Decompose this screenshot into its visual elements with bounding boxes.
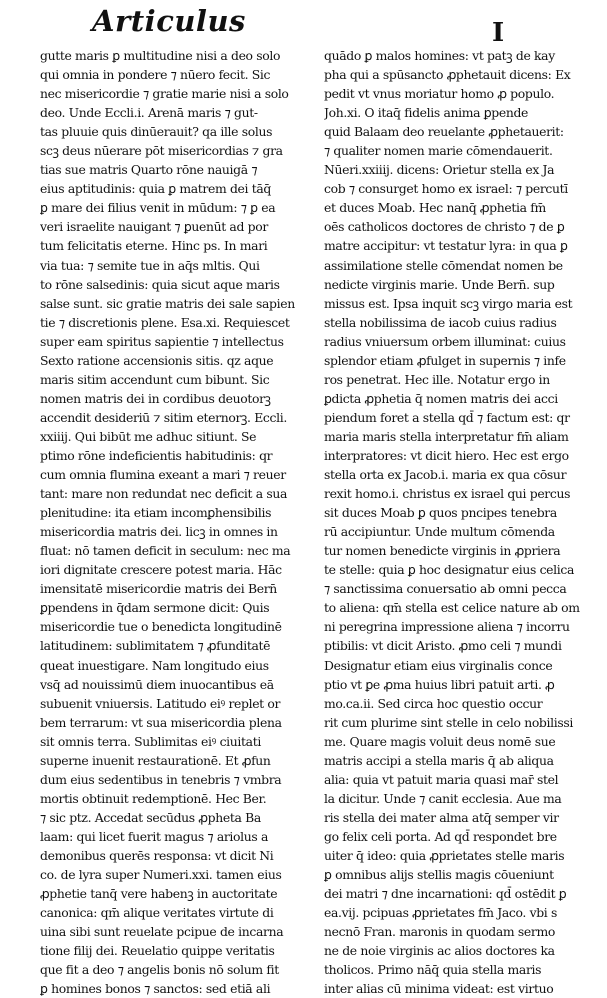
text-line: tant: mare non redundat nec deficit a sua xyxy=(40,486,288,502)
text-line: te stelle: quia ꝑ hoc designatur eius celica xyxy=(324,562,575,578)
text-line: to aliena: qm̄ stella est celice nature ab om xyxy=(324,600,580,616)
text-line: ꝑdicta ꝓphetia q̄ nomen matris dei acci xyxy=(324,390,558,406)
text-line: subuenit vniuersis. Latitudo eiꝰ replet or xyxy=(40,695,281,711)
text-line: ⁊ qualiter nomen marie cōmendauerit. xyxy=(324,143,553,159)
right-text-column xyxy=(324,46,586,998)
text-line: que fit a deo ⁊ angelis bonis nō solum fit xyxy=(40,962,279,978)
text-line: imensitatē misericordie matris dei Bern̄ xyxy=(40,581,277,597)
text-line: me. Quare magis voluit deus nomē sue xyxy=(324,733,556,749)
text-line: maria maris stella interpretatur fm̄ aliam xyxy=(324,428,569,444)
text-line: plenitudine: ita etiam incomꝑhensibilis xyxy=(40,505,272,521)
text-line: xxiiij. Qui bibūt me adhuc sitiunt. Se xyxy=(40,428,257,444)
text-line: quādo ꝑ malos homines: vt patꝫ de kay xyxy=(324,48,555,63)
text-line: Sexto ratione accensionis sitis. qz aque xyxy=(40,352,274,368)
text-line: uiter q̄ ideo: quia ꝓprietates stelle maris xyxy=(324,847,565,863)
text-line: gutte maris ꝑ multitudine nisi a deo solo xyxy=(40,48,281,63)
text-line: tie ⁊ discretionis plene. Esa.xi. Requiescet xyxy=(40,314,290,330)
text-line: stella nobilissima de iacob cuius radius xyxy=(324,314,557,330)
text-line: dum eius sedentibus in tenebris ⁊ vmbra xyxy=(40,771,282,787)
text-line: ris stella dei mater alma atq̄ semper vir xyxy=(324,809,559,825)
text-line: bem terrarum: vt sua misericordia plena xyxy=(40,714,282,730)
text-line: demonibus querēs responsa: vt dicit Ni xyxy=(40,847,274,863)
text-line: tias sue matris Quarto rōne nauigā ⁊ xyxy=(40,162,258,178)
text-line: nomen matris dei in cordibus deuotorꝫ xyxy=(40,390,271,406)
text-line: maris sitim accendunt cum bibunt. Sic xyxy=(40,371,270,387)
text-line: mo.ca.ii. Sed circa hoc questio occur xyxy=(324,695,543,711)
text-line: latitudinem: sublimitatem ⁊ ꝓfunditatē xyxy=(40,638,271,654)
text-line: ꝑ homines bonos ⁊ sanctos: sed etiā ali xyxy=(40,981,271,997)
text-line: Designatur etiam eius virginalis conce xyxy=(324,657,553,673)
text-line: piendum foret a stella qd̄ ⁊ factum est: qr xyxy=(324,409,570,425)
text-line: dei matri ⁊ dne incarnationi: qd̄ ostēdit ꝑ xyxy=(324,886,567,902)
text-line: matris accipi a stella maris q̄ ab aliqua xyxy=(324,752,554,768)
text-line: co. de lyra super Numeri.xxi. tamen eius xyxy=(40,867,282,883)
text-line: ꝑ omnibus alijs stellis magis cōueniunt xyxy=(324,867,554,883)
text-line: ni peregrina impressione aliena ⁊ incorru xyxy=(324,619,570,635)
text-line: et duces Moab. Hec nanq̄ ꝓphetia fm̄ xyxy=(324,200,546,216)
text-line: tum felicitatis eterne. Hinc ps. In mari xyxy=(40,238,268,254)
text-line: accendit desideriū ⁊ sitim eternorꝫ. Eccli. xyxy=(40,409,287,425)
text-line: cob ⁊ consurget homo ex israel: ⁊ percutī xyxy=(324,181,568,197)
text-line: rexit homo.i. christus ex israel qui percus xyxy=(324,486,571,502)
text-line: deo. Unde Eccli.i. Arenā maris ⁊ gut- xyxy=(40,105,258,121)
text-line: via tua: ⁊ semite tue in aq̄s mltis. Qui xyxy=(40,257,260,273)
text-line: eius aptitudinis: quia ꝑ matrem dei tāq̄ xyxy=(40,181,271,197)
text-line: ⁊ sic ptz. Accedat secūdus ꝓpheta Ba xyxy=(40,809,261,825)
text-line: canonica: qm̄ alique veritates virtute di xyxy=(40,905,274,921)
text-line: assimilatione stelle cōmendat nomen be xyxy=(324,257,563,273)
text-line: necnō Fran. maronis in quodam sermo xyxy=(324,924,555,940)
text-line: pha qui a spūsancto ꝓphetauit dicens: Ex xyxy=(324,67,571,83)
running-head: Articulus xyxy=(92,4,246,38)
text-line: ros penetrat. Hec ille. Notatur ergo in xyxy=(324,371,550,387)
text-line: salse sunt. sic gratie matris dei sale sapien xyxy=(40,295,295,311)
text-line: tione filij dei. Reuelatio quippe veritatis xyxy=(40,943,275,959)
text-line: fluat: nō tamen deficit in seculum: nec ma xyxy=(40,543,291,559)
text-line: vsq̄ ad nouissimū diem inuocantibus eā xyxy=(40,676,274,692)
text-line: mortis obtinuit redemptionē. Hec Ber. xyxy=(40,790,267,806)
text-line: stella orta ex Jacob.i. maria ex qua cōsur xyxy=(324,467,567,483)
text-line: sit duces Moab ꝑ quos pncipes tenebra xyxy=(324,505,557,521)
text-line: ea.vij. pcipuas ꝓprietates fm̄ Jaco. vbi s xyxy=(324,905,558,921)
text-line: quid Balaam deo reuelante ꝓphetauerit: xyxy=(324,124,564,140)
text-line: tas pluuie quis dinūerauit? qa ille solus xyxy=(40,124,273,140)
text-line: cum omnia flumina exeant a mari ⁊ reuer xyxy=(40,467,286,483)
text-line: rit cum plurime sint stelle in celo nobilissi xyxy=(324,714,573,730)
text-line: queat inuestigare. Nam longitudo eius xyxy=(40,657,269,673)
text-line: ptimo rōne indeficientis habitudinis: qr xyxy=(40,447,273,463)
text-line: nedicte virginis marie. Unde Bern̄. sup xyxy=(324,276,555,292)
text-line: misericordie tue o benedicta longitudinē xyxy=(40,619,282,635)
left-text-column xyxy=(40,46,302,998)
text-line: alia: quia vt patuit maria quasi mar̄ stel xyxy=(324,771,559,787)
text-line: nec misericordie ⁊ gratie marie nisi a solo xyxy=(40,86,289,102)
text-line: rū accipiuntur. Unde multum cōmenda xyxy=(324,524,555,540)
text-line: tur nomen benedicte virginis in ꝓpriera xyxy=(324,543,561,559)
text-line: interpratores: vt dicit hiero. Hec est ergo xyxy=(324,447,569,463)
text-line: superne inuenit restaurationē. Et ꝓfun xyxy=(40,752,271,768)
text-line: super eam spiritus sapientie ⁊ intellectus xyxy=(40,333,284,349)
text-line: Joh.xi. O itaq̄ fidelis anima ꝑpende xyxy=(324,105,529,121)
text-line: la dicitur. Unde ⁊ canit ecclesia. Aue ma xyxy=(324,790,562,806)
text-line: Nūeri.xxiiij. dicens: Orietur stella ex Ja xyxy=(324,162,555,178)
text-line: oēs catholicos doctores de christo ⁊ de ꝑ xyxy=(324,219,565,235)
text-line: inter alias cū minima videat: est virtuo xyxy=(324,981,554,997)
text-line: ptio vt ꝑe ꝓma huius libri patuit arti. ꝓ xyxy=(324,676,555,692)
text-line: matre accipitur: vt testatur lyra: in qua ꝑ xyxy=(324,238,568,254)
text-line: radius vniuersum orbem illuminat: cuius xyxy=(324,333,566,349)
folio-number: I xyxy=(492,18,505,48)
text-line: go felix celi porta. Ad qd̄ respondet bre xyxy=(324,828,557,844)
text-line: veri israelite nauigant ⁊ ꝑuenūt ad por xyxy=(40,219,268,235)
text-line: ꝓphetie tanq̄ vere habenꝫ in auctoritate xyxy=(40,886,278,902)
text-line: ꝑ mare dei filius venit in mūdum: ⁊ ꝑ ea xyxy=(40,200,276,216)
text-line: tholicos. Primo nāq̄ quia stella maris xyxy=(324,962,542,978)
text-line: missus est. Ipsa inquit scꝫ virgo maria est xyxy=(324,295,573,311)
text-line: sit omnis terra. Sublimitas eiꝰ ciuitati xyxy=(40,733,261,749)
text-line: iori dignitate crescere potest maria. Hāc xyxy=(40,562,282,578)
text-line: to rōne salsedinis: quia sicut aque maris xyxy=(40,276,280,292)
text-line: scꝫ deus nūerare pōt misericordias ⁊ gra xyxy=(40,143,283,159)
text-line: uina sibi sunt reuelate pcipue de incarna xyxy=(40,924,284,940)
text-line: pedit vt vnus moriatur homo ꝓ populo. xyxy=(324,86,555,102)
text-line: ꝑpendens in q̄dam sermone dicit: Quis xyxy=(40,600,270,616)
text-line: ne de noie virginis ac alios doctores ka xyxy=(324,943,555,959)
text-line: splendor etiam ꝓfulget in supernis ⁊ infe xyxy=(324,352,566,368)
text-line: ptibilis: vt dicit Aristo. ꝓmo celi ⁊ mundi xyxy=(324,638,562,654)
text-line: ⁊ sanctissima conuersatio ab omni pecca xyxy=(324,581,567,597)
text-line: qui omnia in pondere ⁊ nūero fecit. Sic xyxy=(40,67,271,83)
text-line: misericordia matris dei. licꝫ in omnes in xyxy=(40,524,278,540)
text-line: laam: qui licet fuerit magus ⁊ ariolus a xyxy=(40,828,269,844)
